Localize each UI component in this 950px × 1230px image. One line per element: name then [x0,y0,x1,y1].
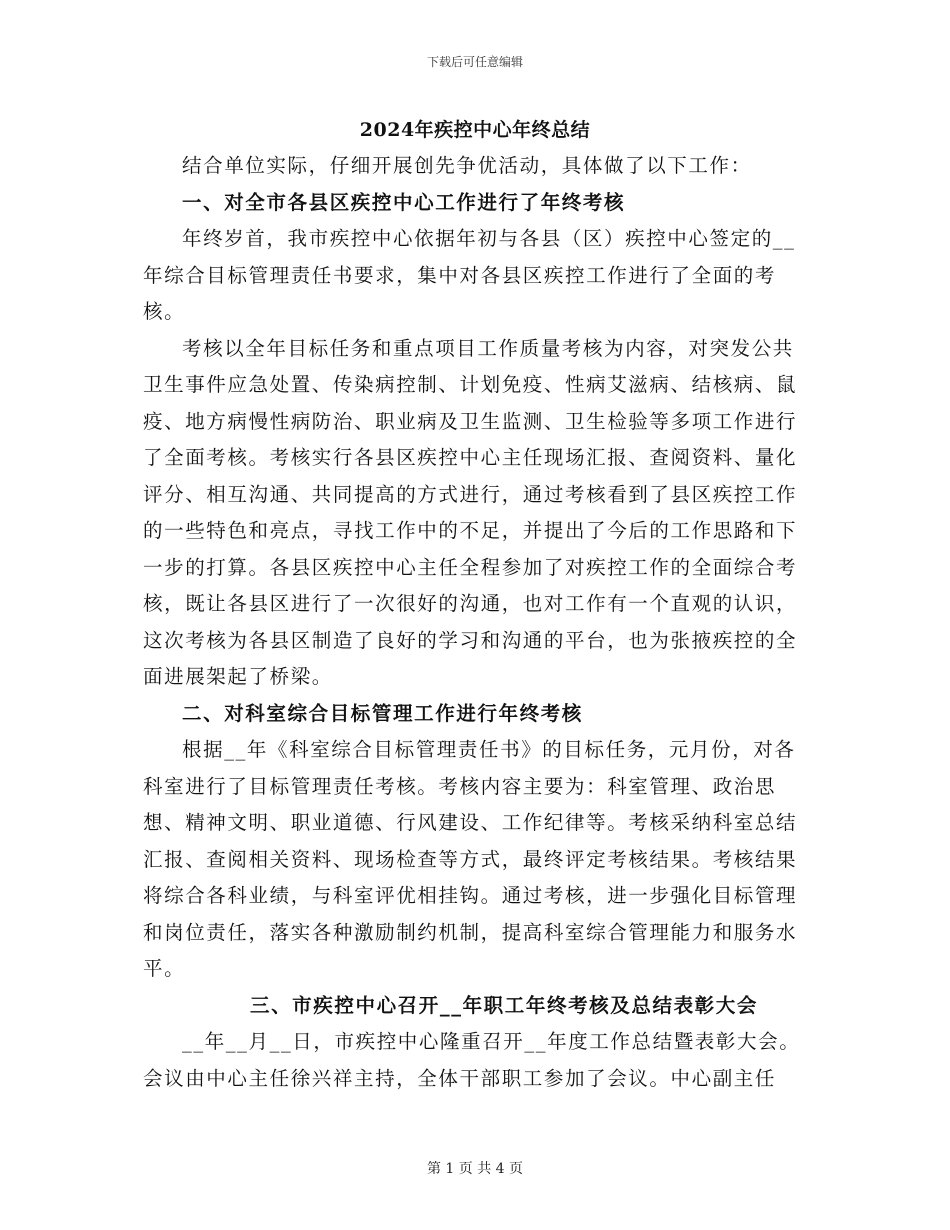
section-heading-3: 三、市疾控中心召开__年职工年终考核及总结表彰大会 [249,993,758,1017]
section-heading-2: 二、对科室综合目标管理工作进行年终考核 [182,701,583,725]
intro-paragraph: 结合单位实际，仔细开展创先争优活动，具体做了以下工作： [182,154,752,177]
section1-paragraph-2: 考核以全年目标任务和重点项目工作质量考核为内容，对突发公共卫生事件应急处置、传染病控制、计划免疫、性病艾滋病、结核病、鼠疫、地方病慢性病防治、职业病及卫生监测、卫生检验等多项工作进行了全面考核。考核实行各县区疾控中心主任现场汇报、查阅资料、量化评分、相互沟通、共同提高的方式进行，通过考核看到了县区疾控工作的一些特色和亮点，寻找工作中的不足，并提出了今后的工作思路和下一步的打算。各县区疾控中心主任全程参加了对疾控工作的全面综合考核，既让各县区进行了一次很好的沟通，也对工作有一个直观的认识，这次考核为各县区制造了良好的学习和沟通的平台，也为张掖疾控的全面进展架起了桥梁。 [143,336,798,688]
page-number: 第 1 页 共 4 页 [426,1161,524,1177]
section-heading-1: 一、对全市各县区疾控中心工作进行了年终考核 [182,190,626,214]
section3-paragraph-1: __年__月__日，市疾控中心隆重召开__年度工作总结暨表彰大会。会议由中心主任徐兴祥主持，全体干部职工参加了会议。中心副主任 [143,1030,801,1090]
section1-paragraph-1: 年终岁首，我市疾控中心依据年初与各县（区）疾控中心签定的__年综合目标管理责任书要求，集中对各县区疾控工作进行了全面的考核。 [143,227,796,323]
document-title: 2024年疾控中心年终总结 [359,119,591,141]
section2-paragraph-1: 根据__年《科室综合目标管理责任书》的目标任务，元月份，对各科室进行了目标管理责任考核。考核内容主要为：科室管理、政治思想、精神文明、职业道德、行风建设、工作纪律等。考核采纳科室总结汇报、查阅相关资料、现场检查等方式，最终评定考核结果。考核结果将综合各科业绩，与科室评优相挂钩。通过考核，进一步强化目标管理和岗位责任，落实各种激励制约机制，提高科室综合管理能力和服务水平。 [143,738,798,980]
document-body [143,148,805,1097]
page-header-note: 下载后可任意编辑 [426,55,523,69]
